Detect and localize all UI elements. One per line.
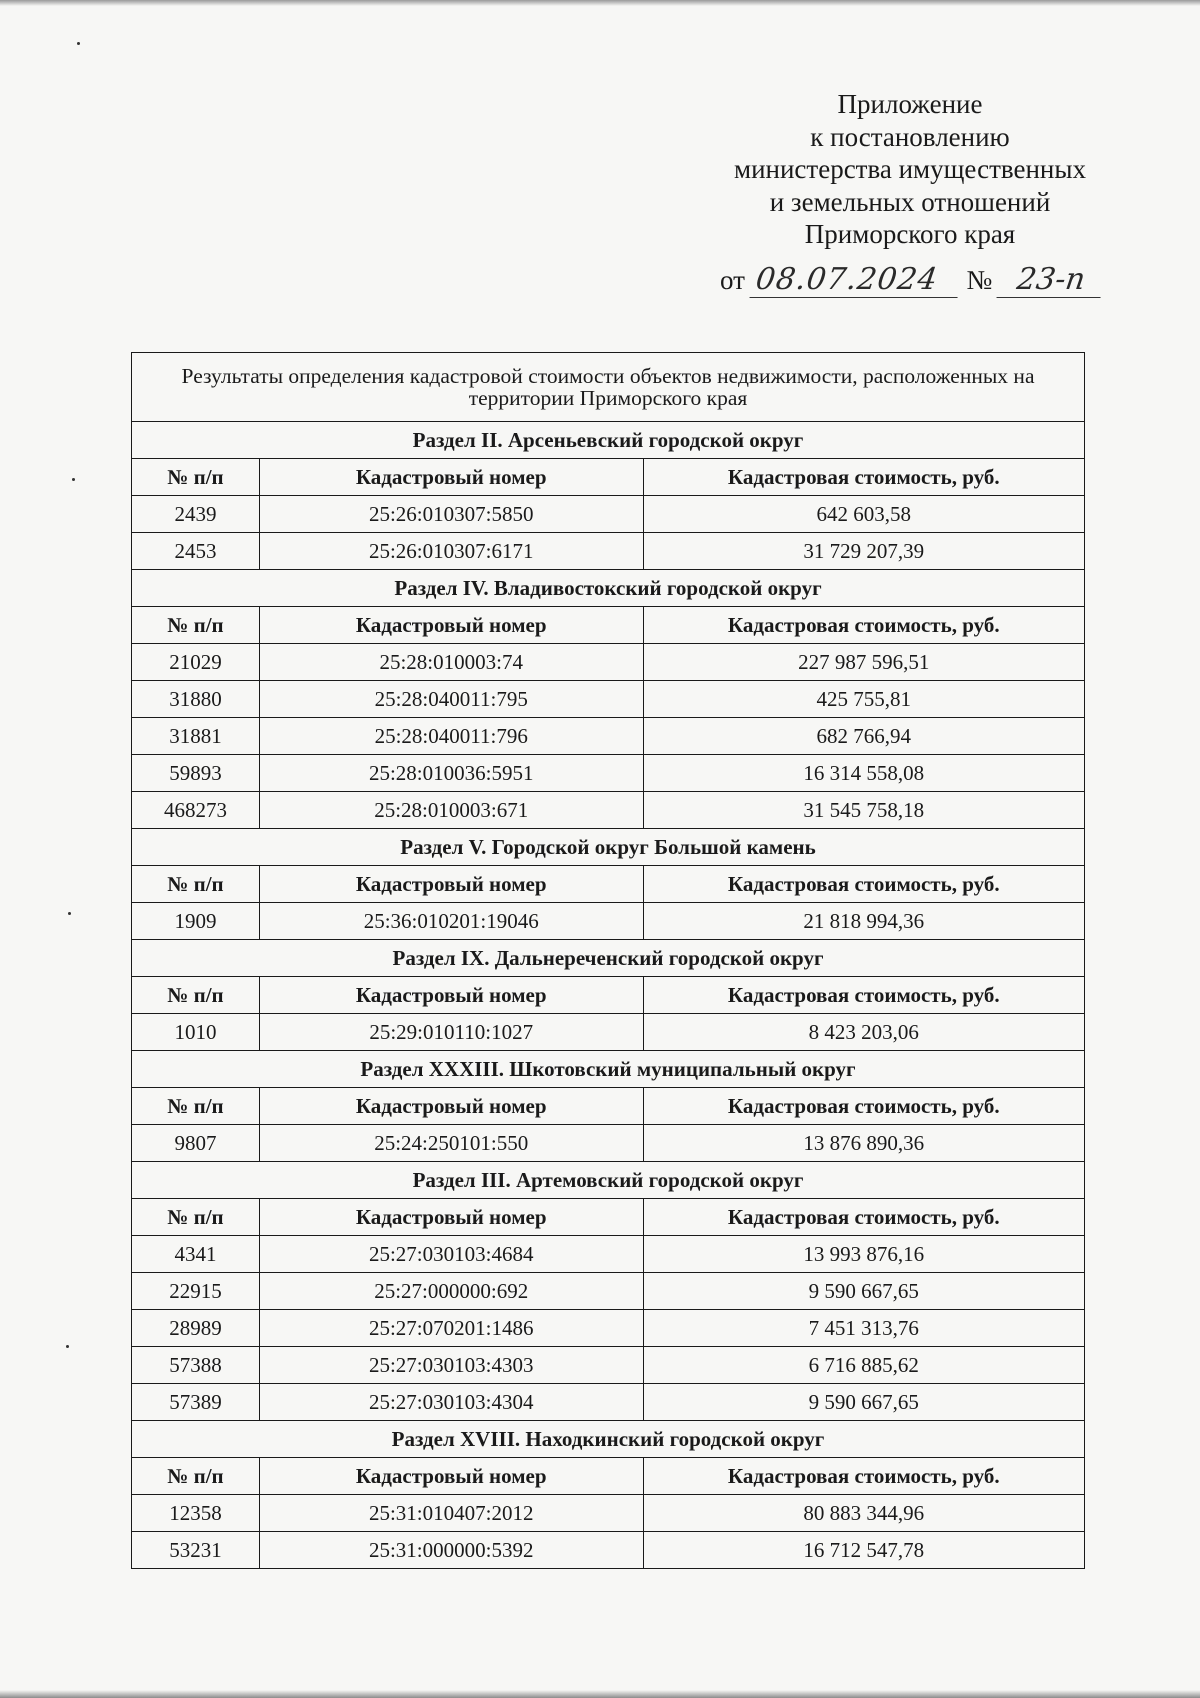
row-number: 28989 [132, 1310, 260, 1347]
cadastral-value: 9 590 667,65 [643, 1384, 1084, 1421]
cadastral-value: 425 755,81 [643, 681, 1084, 718]
cadastral-number: 25:28:040011:795 [259, 681, 643, 718]
handwritten-number: 23-п [996, 262, 1105, 298]
cadastral-number: 25:28:010003:671 [259, 792, 643, 829]
cadastral-number: 25:26:010307:6171 [259, 533, 643, 570]
scan-edge-bottom [0, 1690, 1200, 1698]
row-number: 53231 [132, 1532, 260, 1569]
cadastral-number: 25:28:040011:796 [259, 718, 643, 755]
cadastral-number: 25:26:010307:5850 [259, 496, 643, 533]
row-number: 31880 [132, 681, 260, 718]
cadastral-value: 16 314 558,08 [643, 755, 1084, 792]
table-row [132, 1125, 1085, 1162]
cadastral-number: 25:27:000000:692 [259, 1273, 643, 1310]
cadastral-number: 25:27:030103:4303 [259, 1347, 643, 1384]
scan-speck [68, 912, 71, 915]
cadastral-value: 13 993 876,16 [643, 1236, 1084, 1273]
scan-speck [77, 42, 80, 45]
cadastral-value: 7 451 313,76 [643, 1310, 1084, 1347]
table-row [132, 718, 1085, 755]
cadastral-number: 25:31:010407:2012 [259, 1495, 643, 1532]
row-number: 1010 [132, 1014, 260, 1051]
row-number: 59893 [132, 755, 260, 792]
column-header-cadastral-number: Кадастровый номер [259, 459, 643, 496]
cadastral-value: 13 876 890,36 [643, 1125, 1084, 1162]
column-header-number: № п/п [132, 1088, 260, 1125]
column-header-row [132, 607, 1085, 644]
row-number: 2453 [132, 533, 260, 570]
row-number: 12358 [132, 1495, 260, 1532]
section-heading: Раздел IX. Дальнереченский городской округ [132, 940, 1085, 977]
appendix-header [700, 88, 1120, 251]
cadastral-number: 25:28:010003:74 [259, 644, 643, 681]
cadastral-number: 25:24:250101:550 [259, 1125, 643, 1162]
row-number: 468273 [132, 792, 260, 829]
row-number: 57388 [132, 1347, 260, 1384]
table-row [132, 1347, 1085, 1384]
column-header-number: № п/п [132, 866, 260, 903]
header-line: Приморского края [804, 219, 1016, 249]
column-header-row [132, 1199, 1085, 1236]
column-header-cadastral-number: Кадастровый номер [259, 607, 643, 644]
cadastral-number: 25:27:030103:4304 [259, 1384, 643, 1421]
cadastral-value: 80 883 344,96 [643, 1495, 1084, 1532]
column-header-row [132, 866, 1085, 903]
header-line: Приложение [837, 89, 983, 119]
row-number: 22915 [132, 1273, 260, 1310]
table-row [132, 755, 1085, 792]
scan-edge-top [0, 0, 1200, 6]
column-header-row [132, 459, 1085, 496]
cadastral-value: 21 818 994,36 [643, 903, 1084, 940]
cadastral-number: 25:31:000000:5392 [259, 1532, 643, 1569]
cadastral-value: 682 766,94 [643, 718, 1084, 755]
section-heading: Раздел XVIII. Находкинский городской округ [132, 1421, 1085, 1458]
cadastral-value: 227 987 596,51 [643, 644, 1084, 681]
table-row [132, 533, 1085, 570]
column-header-cadastral-number: Кадастровый номер [259, 1088, 643, 1125]
cadastral-value: 8 423 203,06 [643, 1014, 1084, 1051]
column-header-value: Кадастровая стоимость, руб. [643, 1199, 1084, 1236]
section-heading: Раздел XXXIII. Шкотовский муниципальный округ [132, 1051, 1085, 1088]
section-heading: Раздел IV. Владивостокский городской округ [132, 570, 1085, 607]
column-header-row [132, 1088, 1085, 1125]
table-row [132, 644, 1085, 681]
row-number: 31881 [132, 718, 260, 755]
section-heading: Раздел III. Артемовский городской округ [132, 1162, 1085, 1199]
cadastral-value: 16 712 547,78 [643, 1532, 1084, 1569]
table-row [132, 1384, 1085, 1421]
column-header-cadastral-number: Кадастровый номер [259, 977, 643, 1014]
column-header-cadastral-number: Кадастровый номер [259, 1458, 643, 1495]
column-header-row [132, 1458, 1085, 1495]
table-row [132, 496, 1085, 533]
cadastral-value: 9 590 667,65 [643, 1273, 1084, 1310]
cadastral-number: 25:29:010110:1027 [259, 1014, 643, 1051]
number-sign: № [966, 265, 993, 295]
column-header-value: Кадастровая стоимость, руб. [643, 459, 1084, 496]
column-header-cadastral-number: Кадастровый номер [259, 1199, 643, 1236]
column-header-number: № п/п [132, 1458, 260, 1495]
cadastral-value: 31 729 207,39 [643, 533, 1084, 570]
cadastral-value: 31 545 758,18 [643, 792, 1084, 829]
cadastral-value: 642 603,58 [643, 496, 1084, 533]
table-row [132, 1495, 1085, 1532]
table-row [132, 903, 1085, 940]
column-header-value: Кадастровая стоимость, руб. [643, 977, 1084, 1014]
column-header-value: Кадастровая стоимость, руб. [643, 1088, 1084, 1125]
column-header-cadastral-number: Кадастровый номер [259, 866, 643, 903]
header-line: и земельных отношений [769, 186, 1051, 217]
row-number: 21029 [132, 644, 260, 681]
row-number: 57389 [132, 1384, 260, 1421]
section-heading: Раздел II. Арсеньевский городской округ [132, 422, 1085, 459]
table-row [132, 792, 1085, 829]
table-title: Результаты определения кадастровой стоимости объектов недвижимости, расположенных на территории Приморского края [132, 353, 1085, 422]
row-number: 1909 [132, 903, 260, 940]
header-line: министерства имущественных [734, 154, 1086, 184]
table-row [132, 1532, 1085, 1569]
from-label: от [720, 265, 745, 295]
column-header-number: № п/п [132, 977, 260, 1014]
column-header-value: Кадастровая стоимость, руб. [643, 607, 1084, 644]
column-header-number: № п/п [132, 1199, 260, 1236]
table-row [132, 1273, 1085, 1310]
table-row [132, 681, 1085, 718]
column-header-value: Кадастровая стоимость, руб. [643, 1458, 1084, 1495]
cadastral-number: 25:27:070201:1486 [259, 1310, 643, 1347]
row-number: 2439 [132, 496, 260, 533]
table-row [132, 1310, 1085, 1347]
scan-speck [72, 478, 75, 481]
cadastral-value: 6 716 885,62 [643, 1347, 1084, 1384]
cadastral-number: 25:27:030103:4684 [259, 1236, 643, 1273]
section-heading: Раздел V. Городской округ Большой камень [132, 829, 1085, 866]
table-row [132, 1014, 1085, 1051]
table-row [132, 1236, 1085, 1273]
cadastral-value-table [131, 352, 1085, 1569]
row-number: 4341 [132, 1236, 260, 1273]
row-number: 9807 [132, 1125, 260, 1162]
column-header-number: № п/п [132, 459, 260, 496]
column-header-row [132, 977, 1085, 1014]
scan-speck [66, 1345, 69, 1348]
column-header-number: № п/п [132, 607, 260, 644]
column-header-value: Кадастровая стоимость, руб. [643, 866, 1084, 903]
header-line: к постановлению [810, 121, 1010, 152]
cadastral-number: 25:28:010036:5951 [259, 755, 643, 792]
resolution-date-number [720, 262, 1120, 298]
cadastral-number: 25:36:010201:19046 [259, 903, 643, 940]
handwritten-date: 08.07.2024 [749, 262, 962, 298]
